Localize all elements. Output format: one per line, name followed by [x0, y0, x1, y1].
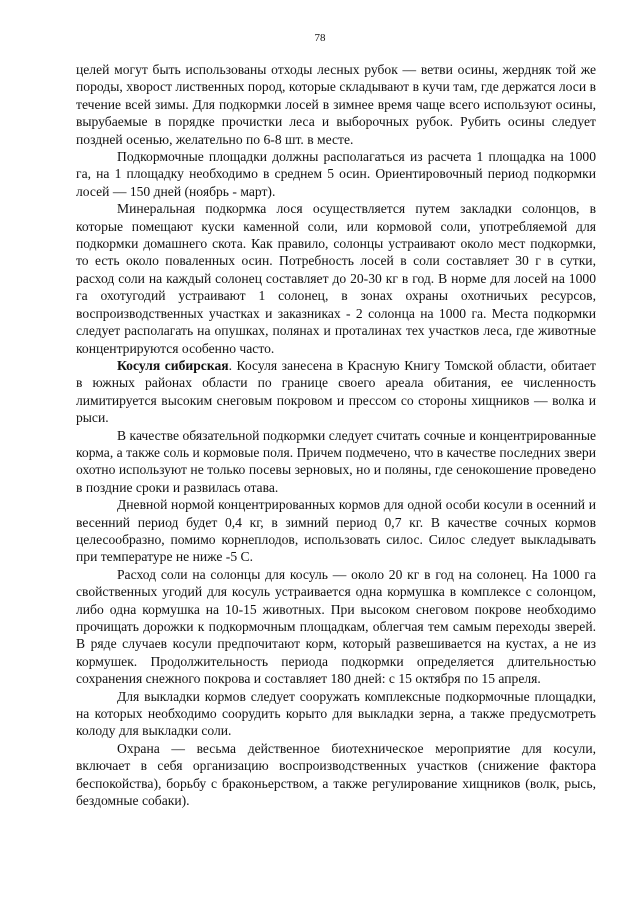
paragraph-mandatory-feeding: В качестве обязательной подкормки следует считать сочные и концентрированные корма, а также соль и кормовые поля. Причем подмечено, что в качестве последних звери охотно используют не только посевы зерновых, но и поляны, где сенокошение проведено в поздние сроки и развилась отава. — [76, 427, 596, 495]
paragraph-mineral-feeding: Минеральная подкормка лося осуществляется путем закладки солонцов, в которые помещают куски каменной соли, или кормовой соли, употребляемой для подкормки домашнего скота. Как правило, солонцы устраивают около мест подкормки, то есть около поваленных осин. Потребность лосей в соли составляет 30 г в сутки, расход соли на каждый солонец составляет до 20-30 кг в год. В норме для лосей на 1000 га охотугодий устраивают 1 солонец, в зонах охраны охотничьих ресурсов, воспроизводственных участках и заказниках - 2 солонца на 1000 га. Места подкормки следует располагать на опушках, полянах и проталинах тех участков леса, где животные концентрируются особенно часто. — [76, 201, 596, 356]
paragraph-siberian-roe-deer-text: . Косуля занесена в Красную Книгу Томской области, обитает в южных районах области по границе своего ареала обитания, ее численность лимитируется высоким снеговым покровом и прессом со стороны хищников — волка и рыси. — [76, 357, 596, 426]
paragraph-feeding-sites: Подкормочные площадки должны располагаться из расчета 1 площадка на 1000 га, на 1 площадку необходимо в среднем 5 осин. Ориентировочный период подкормки лосей — 150 дней (ноябрь - март). — [76, 149, 596, 199]
paragraph-moose-branch-feeding: целей могут быть использованы отходы лесных рубок — ветви осины, жердняк той же породы, хворост лиственных пород, которые складывают в кучи там, где держатся лоси в течение всей зимы. Для подкормки лосей в зимнее время чаще всего используют осины, вырубаемые в порядке прочистки леса и выборочных рубок. Рубить осины следует поздней осенью, желательно по 6-8 шт. в месте. — [76, 62, 596, 147]
page-number: 78 — [314, 32, 326, 44]
paragraph-daily-feed-norm: Дневной нормой концентрированных кормов для одной особи косули в осенний и весенний период будет 0,4 кг, в зимний период 0,7 кг. В качестве сочных кормов целесообразно, помимо корнеплодов, использовать силос. Силос следует выкладывать при температуре не ниже -5 С. — [76, 497, 596, 565]
paragraph-protection: Охрана — весьма действенное биотехническое мероприятие для косули, включает в себя организацию воспроизводственных участков (снижение фактора беспокойства), борьбу с браконьерством, а также регулирование хищников (волк, рысь, бездомные собаки). — [76, 740, 596, 809]
paragraph-siberian-roe-deer — [76, 357, 596, 427]
paragraph-salt-consumption: Расход соли на солонцы для косуль — около 20 кг в год на солонец. На 1000 га свойственных угодий для косуль устраивается одна кормушка в комплексе с солонцом, либо одна кормушка на 10-15 животных. При высоком снеговом покрове необходимо прочищать дорожки к подкормочным площадкам, облегчая тем самым переходы зверей. В ряде случаев косули предпочитают корм, который развешивается на кустах, а не из кормушек. Продолжительность периода подкормки определяется длительностью сохранения снежного покрова и составляет 180 дней: с 15 октября по 15 апреля. — [76, 566, 596, 687]
section-term-siberian-roe-deer: Косуля сибирская — [117, 357, 229, 373]
page-body — [76, 61, 596, 809]
paragraph-feeding-platforms: Для выкладки кормов следует сооружать комплексные подкормочные площадки, на которых необходимо соорудить корыто для выкладки зерна, а также предусмотреть колоду для выкладки соли. — [76, 688, 596, 739]
